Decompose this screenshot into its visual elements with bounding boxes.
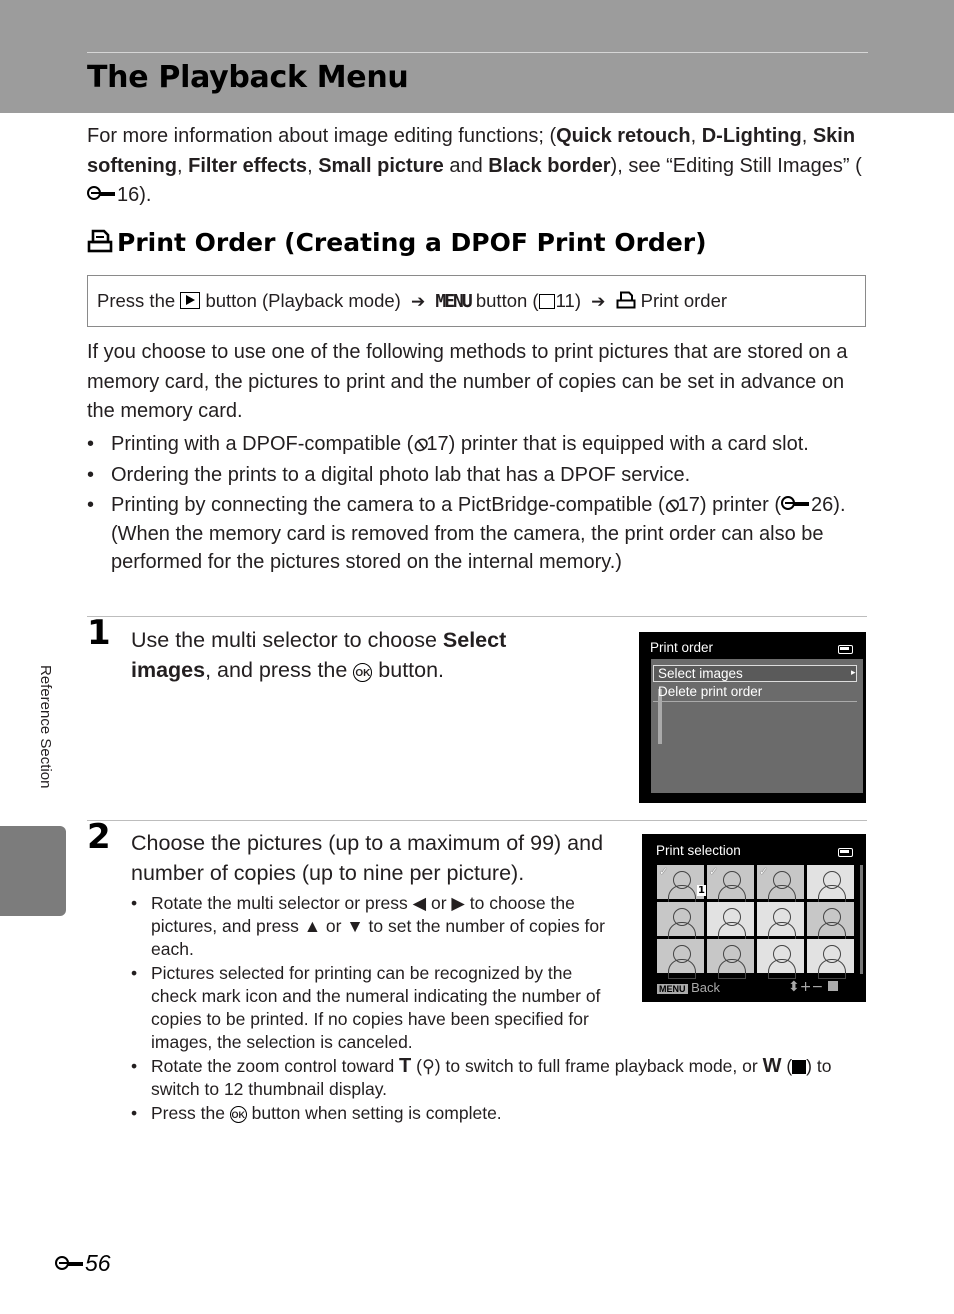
- thumbnail[interactable]: [807, 939, 854, 973]
- left-arrow-icon: ◀: [412, 893, 427, 913]
- chevron-right-icon: ▸: [851, 668, 856, 678]
- battery-icon: [838, 645, 853, 654]
- thumbnail[interactable]: [757, 939, 804, 973]
- list-item: • Ordering the prints to a digital photo lab that has a DPOF service.: [87, 461, 867, 490]
- navigation-path: Press the button (Playback mode) ➔ MENU button ( 11) ➔ Print order: [97, 290, 728, 312]
- page-number: 56: [55, 1250, 111, 1277]
- up-down-icon: ⬍: [788, 979, 800, 995]
- list-item: • Pictures selected for printing can be recognized by the check mark icon and the numeral indicating the number of copies to be printed. If no copies have been specified for images, the selection is canceled.: [131, 962, 611, 1054]
- playback-button-icon: [180, 292, 200, 309]
- up-arrow-icon: ▲: [303, 916, 322, 936]
- book-icon: [539, 294, 555, 309]
- section-heading: Print Order (Creating a DPOF Print Order): [87, 228, 707, 257]
- page-title: The Playback Menu: [87, 60, 409, 95]
- arrow-right-icon: ➔: [591, 292, 606, 311]
- thumbnail-icon: [792, 1060, 806, 1074]
- step-divider: [87, 616, 867, 617]
- thumbnail[interactable]: [807, 902, 854, 936]
- header-band: [0, 0, 954, 113]
- menu-divider: [653, 701, 857, 702]
- sidebar-label: Reference Section: [37, 665, 54, 789]
- pictmotion-ref-icon: ⦸: [664, 494, 678, 516]
- thumbnail[interactable]: [657, 865, 704, 899]
- list-item: • Rotate the zoom control toward T (⚲) to switch to full frame playback mode, or W ( ) to switch to 12 thumbnail display.: [131, 1055, 851, 1101]
- screen-title: Print selection: [656, 843, 741, 858]
- plus-icon: +: [799, 979, 812, 995]
- section-tab: [0, 826, 66, 916]
- thumbnail[interactable]: [657, 902, 704, 936]
- menu-item-delete-print-order[interactable]: Delete print order: [658, 684, 763, 699]
- thumbnail[interactable]: [757, 902, 804, 936]
- down-arrow-icon: ▼: [346, 916, 364, 936]
- step-number: 1: [87, 613, 111, 653]
- reference-section-icon: [55, 1256, 83, 1272]
- method-list: [87, 430, 867, 579]
- check-mark-icon: ✓: [759, 865, 769, 878]
- thumbnail[interactable]: [707, 902, 754, 936]
- body-paragraph: If you choose to use one of the following methods to print pictures that are stored on a memory card, the pictures to print and the number of copies can be set in advance on the memory card.: [87, 341, 848, 422]
- copy-controls: [788, 979, 838, 995]
- check-mark-icon: ✓: [709, 865, 719, 878]
- menu-item-select-images[interactable]: Select images: [658, 666, 743, 681]
- menu-button-icon: MENU: [659, 984, 686, 994]
- zoom-icon: ⚲: [421, 1056, 435, 1076]
- intro-paragraph: For more information about image editing functions; (Quick retouch, D-Lighting, Skin softening, Filter effects, Small picture and Black border), see “Editing Still Images” ( 16).: [87, 125, 862, 206]
- thumbnail[interactable]: [757, 865, 804, 899]
- camera-screen-print-order: [639, 632, 866, 803]
- arrow-right-icon: ➔: [410, 292, 426, 311]
- list-item: • Press the OK button when setting is complete.: [131, 1102, 851, 1125]
- navigation-path-box: [87, 275, 866, 327]
- minus-icon: −: [811, 979, 824, 995]
- menu-button-icon: MENU: [435, 291, 471, 312]
- battery-icon: [838, 848, 853, 857]
- step-divider: [87, 820, 867, 821]
- list-item: • Printing with a DPOF-compatible (⦸17) printer that is equipped with a card slot.: [87, 430, 867, 459]
- thumbnail[interactable]: [657, 939, 704, 973]
- zoom-icon: [828, 981, 838, 991]
- print-order-icon: [616, 291, 636, 309]
- copy-count: 1: [698, 885, 705, 896]
- step-instruction: Use the multi selector to choose Select images, and press the OK button.: [131, 628, 507, 682]
- thumbnail[interactable]: [707, 865, 754, 899]
- list-item: • Rotate the multi selector or press ◀ or ▶ to choose the pictures, and press ▲ or ▼ to set the number of copies for each.: [131, 892, 611, 961]
- pictmotion-ref-icon: ⦸: [413, 433, 427, 455]
- print-order-icon: [87, 229, 113, 253]
- header-rule: [87, 52, 868, 53]
- list-item: • Printing by connecting the camera to a PictBridge-compatible (⦸17) printer ( 26). (When the memory card is removed from the camera, the print order can also be performed for the pictures stored on the internal memory.): [87, 491, 867, 577]
- thumbnail-grid: [657, 865, 854, 974]
- step-number: 2: [87, 817, 111, 857]
- back-hint: MENU Back: [659, 980, 721, 995]
- reference-section-icon: [87, 186, 115, 202]
- reference-section-icon: [781, 496, 809, 512]
- ok-button-icon: OK: [230, 1106, 247, 1123]
- ok-button-icon: OK: [353, 663, 372, 682]
- camera-screen-print-selection: [642, 834, 866, 1002]
- check-mark-icon: ✓: [659, 865, 669, 878]
- screen-title: Print order: [650, 640, 714, 655]
- right-arrow-icon: ▶: [451, 893, 465, 913]
- step-instruction: Choose the pictures (up to a maximum of 99) and number of copies (up to nine per picture).: [131, 831, 604, 885]
- scrollbar: [860, 865, 863, 974]
- thumbnail[interactable]: [807, 865, 854, 899]
- thumbnail[interactable]: [707, 939, 754, 973]
